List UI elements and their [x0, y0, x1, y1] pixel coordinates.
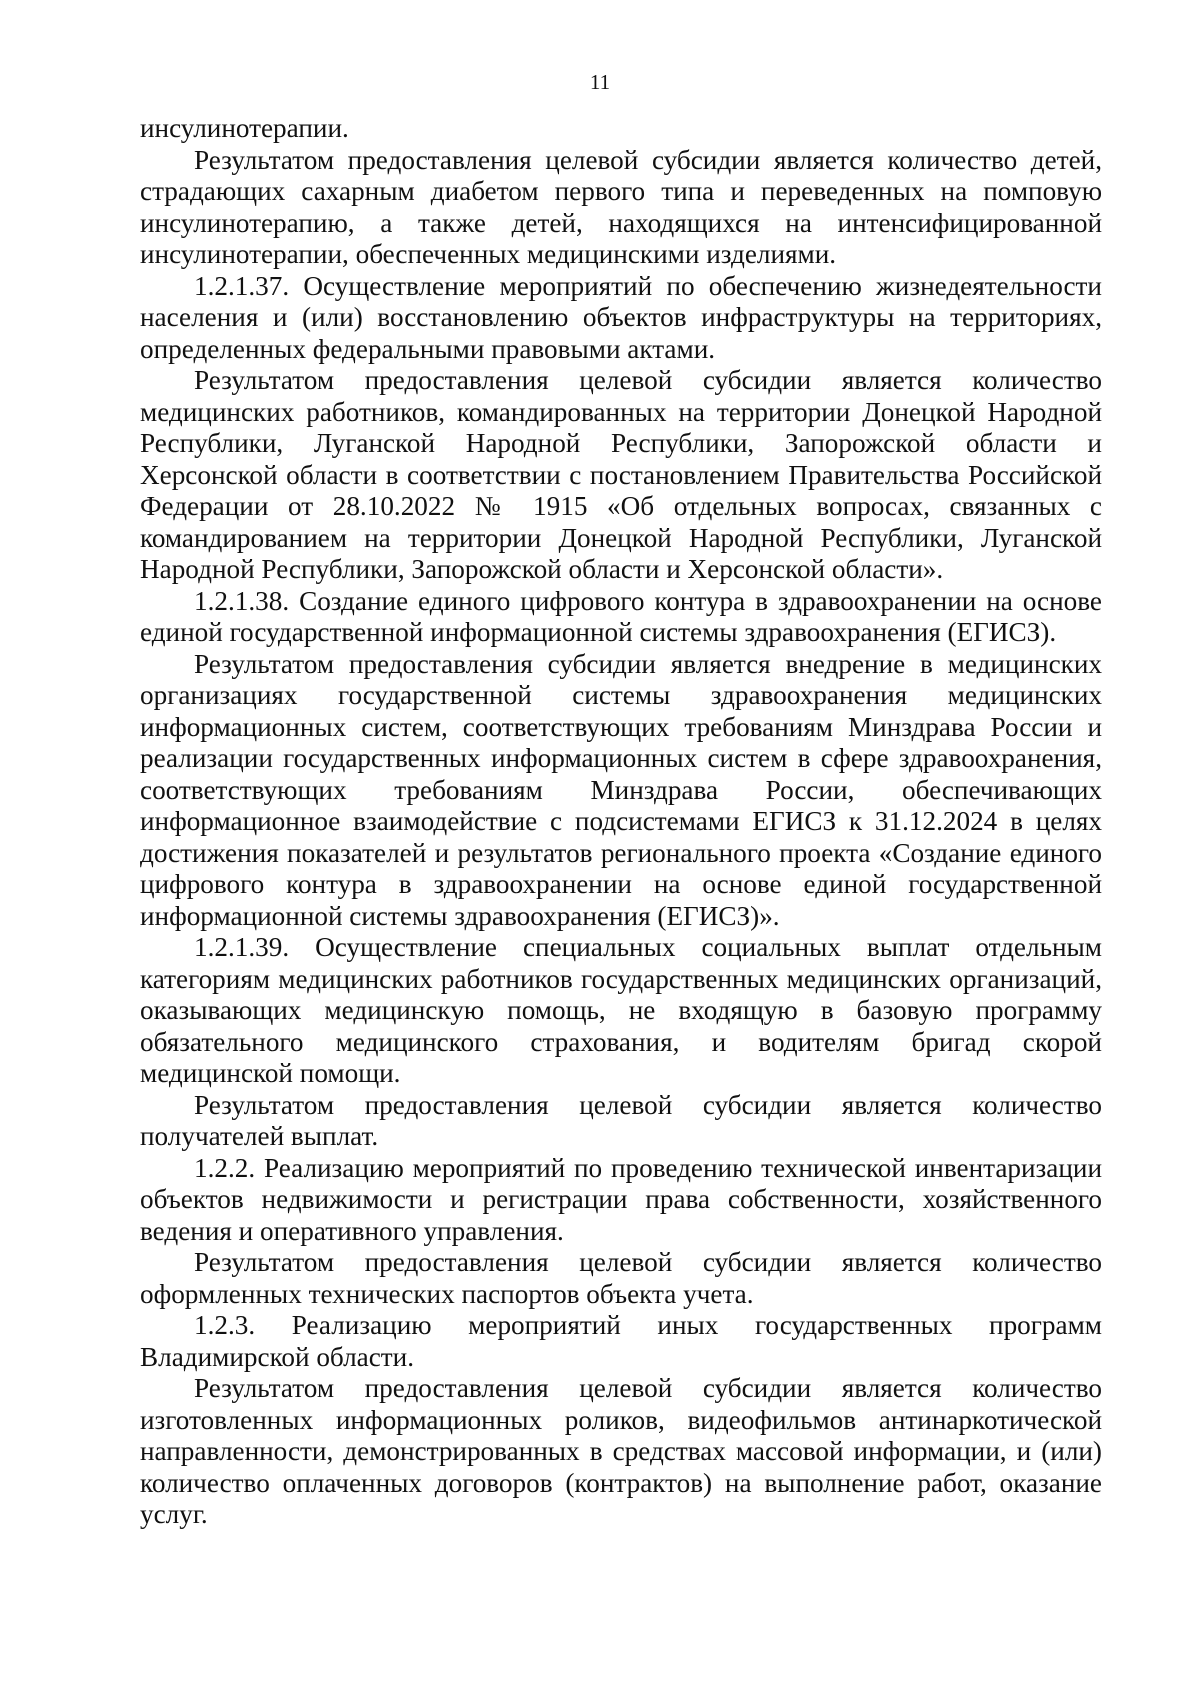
paragraph-item-1-2-2: 1.2.2. Реализацию мероприятий по проведению технической инвентаризации объектов недвижимости и регистрации права собственности, хозяйственного ведения и оперативного управления. — [140, 1152, 1102, 1246]
paragraph-result-passports: Результатом предоставления целевой субсидии является количество оформленных технических паспортов объекта учета. — [140, 1247, 1102, 1309]
paragraph-item-1-2-3: 1.2.3. Реализацию мероприятий иных государственных программ Владимирской области. — [140, 1310, 1102, 1372]
paragraph-result-medical-workers: Результатом предоставления целевой субсидии является количество медицинских работников, командированных на территории Донецкой Народной Республики, Луганской Народной Республики, Запорожской области и Херсонской области в соответствии с постановлением Правительства Российской Федерации от 28.10.2022 № 1915 «Об отдельных вопросах, связанных с командированием на территории Донецкой Народной Республики, Луганской Народной Республики, Запорожской области и Херсонской области». — [140, 365, 1102, 584]
paragraph-result-payments: Результатом предоставления целевой субсидии является количество получателей выплат. — [140, 1089, 1102, 1151]
document-body — [140, 113, 1102, 1531]
paragraph-item-1-2-1-39: 1.2.1.39. Осуществление специальных социальных выплат отдельным категориям медицинских работников государственных медицинских организаций, оказывающих медицинскую помощь, не входящую в базовую программу обязательного медицинского страхования, и водителям бригад скорой медицинской помощи. — [140, 932, 1102, 1088]
paragraph-continuation: инсулинотерапии. — [140, 113, 349, 143]
paragraph-result-diabetes: Результатом предоставления целевой субсидии является количество детей, страдающих сахарным диабетом первого типа и переведенных на помповую инсулинотерапию, а также детей, находящихся на интенсифицированной инсулинотерапии, обеспеченных медицинскими изделиями. — [140, 144, 1102, 269]
page-number: 11 — [589, 70, 611, 94]
paragraph-result-egisz: Результатом предоставления субсидии является внедрение в медицинских организациях государственной системы здравоохранения медицинских информационных систем, соответствующих требованиям Минздрава России и реализации государственных информационных систем в сфере здравоохранения, соответствующих требованиям Минздрава России, обеспечивающих информационное взаимодействие с подсистемами ЕГИСЗ к 31.12.2024 в целях достижения показателей и результатов регионального проекта «Создание единого цифрового контура в здравоохранении на основе единой государственной информационной системы здравоохранения (ЕГИСЗ)». — [140, 648, 1102, 931]
paragraph-item-1-2-1-38: 1.2.1.38. Создание единого цифрового контура в здравоохранении на основе единой государственной информационной системы здравоохранения (ЕГИСЗ). — [140, 585, 1102, 647]
paragraph-item-1-2-1-37: 1.2.1.37. Осуществление мероприятий по обеспечению жизнедеятельности населения и (или) восстановлению объектов инфраструктуры на территориях, определенных федеральными правовыми актами. — [140, 270, 1102, 364]
paragraph-result-videos: Результатом предоставления целевой субсидии является количество изготовленных информационных роликов, видеофильмов антинаркотической направленности, демонстрированных в средствах массовой информации, и (или) количество оплаченных договоров (контрактов) на выполнение работ, оказание услуг. — [140, 1373, 1102, 1529]
